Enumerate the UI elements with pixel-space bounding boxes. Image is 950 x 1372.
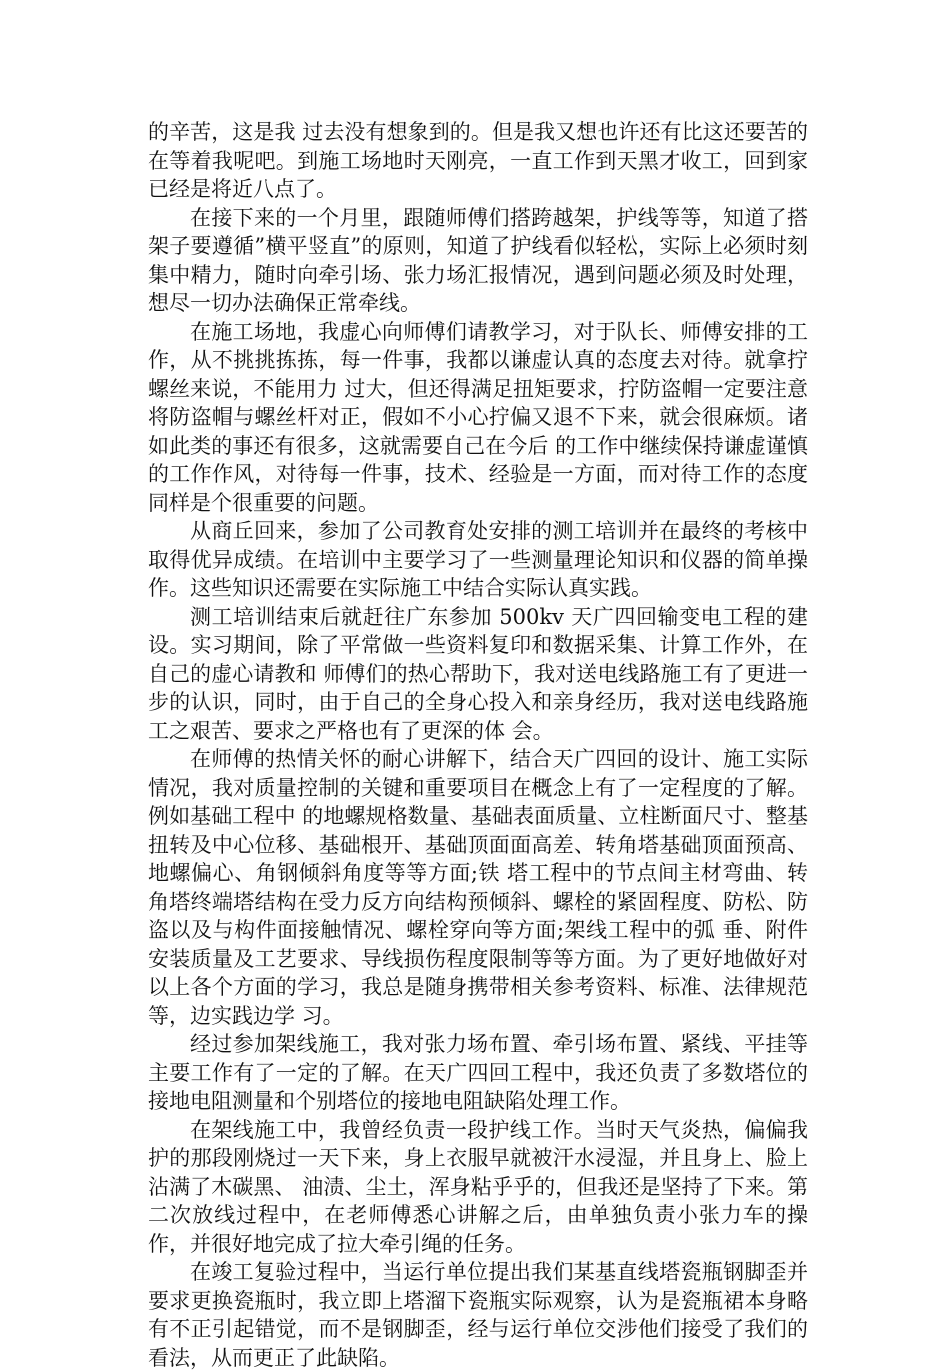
- paragraph-8: 在架线施工中，我曾经负责一段护线工作。当时天气炎热，偏偏我护的那段刚烧过一天下来，身上衣服早就被汗水浸湿，并且身上、脸上沾满了木碳黑、 油渍、尘土，浑身粘乎乎的，但我还是坚持了下来。第二次放线过程中，在老师傅悉心讲解之后，由单独负责小张力车的操作，并很好地完成了拉大牵引绳的任务。: [148, 1117, 808, 1256]
- paragraph-1: 的辛苦，这是我 过去没有想象到的。但是我又想也许还有比这还要苦的在等着我呢吧。到施工场地时天刚亮，一直工作到天黑才收工，回到家已经是将近八点了。: [148, 120, 808, 201]
- paragraph-7: 经过参加架线施工，我对张力场布置、牵引场布置、紧线、平挂等主要工作有了一定的了解。在天广四回工程中，我还负责了多数塔位的接地电阻测量和个别塔位的接地电阻缺陷处理工作。: [148, 1032, 808, 1113]
- paragraph-5: 测工培训结束后就赶往广东参加 500kv 天广四回输变电工程的建设。实习期间，除了平常做一些资料复印和数据采集、计算工作外，在自己的虚心请教和 师傅们的热心帮助下，我对送电线路施工有了更进一步的认识，同时，由于自己的全身心投入和亲身经历，我对送电线路施工之艰苦、要求之严格也有了更深的体 会。: [148, 604, 808, 743]
- paragraph-9: 在竣工复验过程中，当运行单位提出我们某基直线塔瓷瓶钢脚歪并要求更换瓷瓶时，我立即上塔溜下瓷瓶实际观察，认为是瓷瓶裙本身略有不正引起错觉，而不是钢脚歪，经与运行单位交涉他们接受了我们的看法，从而更正了此缺陷。: [148, 1260, 808, 1370]
- paragraph-3: 在施工场地，我虚心向师傅们请教学习，对于队长、师傅安排的工作，从不挑挑拣拣，每一件事，我都以谦虚认真的态度去对待。就拿拧螺丝来说，不能用力 过大，但还得满足扭矩要求，拧防盗帽一定要注意将防盗帽与螺丝杆对正，假如不小心拧偏又退不下来，就会很麻烦。诸如此类的事还有很多，这就需要自己在今后 的工作中继续保持谦虚谨慎的工作作风，对待每一件事，技术、经验是一方面，而对待工作的态度同样是个很重要的问题。: [148, 319, 808, 515]
- document-body: [148, 118, 808, 1372]
- paragraph-6: 在师傅的热情关怀的耐心讲解下，结合天广四回的设计、施工实际情况，我对质量控制的关键和重要项目在概念上有了一定程度的了解。例如基础工程中 的地螺规格数量、基础表面质量、立柱断面尺寸、整基扭转及中心位移、基础根开、基础顶面面高差、转角塔基础顶面预高、地螺偏心、角钢倾斜角度等等方面;铁 塔工程中的节点间主材弯曲、转角塔终端塔结构在受力反方向结构预倾斜、螺栓的紧固程度、防松、防盗以及与构件面接触情况、螺栓穿向等方面;架线工程中的弧 垂、附件安装质量及工艺要求、导线损伤程度限制等等方面。为了更好地做好对以上各个方面的学习，我总是随身携带相关参考资料、标准、法律规范等，边实践边学 习。: [148, 747, 808, 1028]
- paragraph-2: 在接下来的一个月里，跟随师傅们搭跨越架，护线等等，知道了搭架子要遵循”横平竖直”的原则，知道了护线看似轻松，实际上必须时刻集中精力，随时向牵引场、张力场汇报情况，遇到问题必须及时处理，想尽一切办法确保正常牵线。: [148, 205, 808, 315]
- paragraph-4: 从商丘回来，参加了公司教育处安排的测工培训并在最终的考核中取得优异成绩。在培训中主要学习了一些测量理论知识和仪器的简单操作。这些知识还需要在实际施工中结合实际认真实践。: [148, 519, 808, 600]
